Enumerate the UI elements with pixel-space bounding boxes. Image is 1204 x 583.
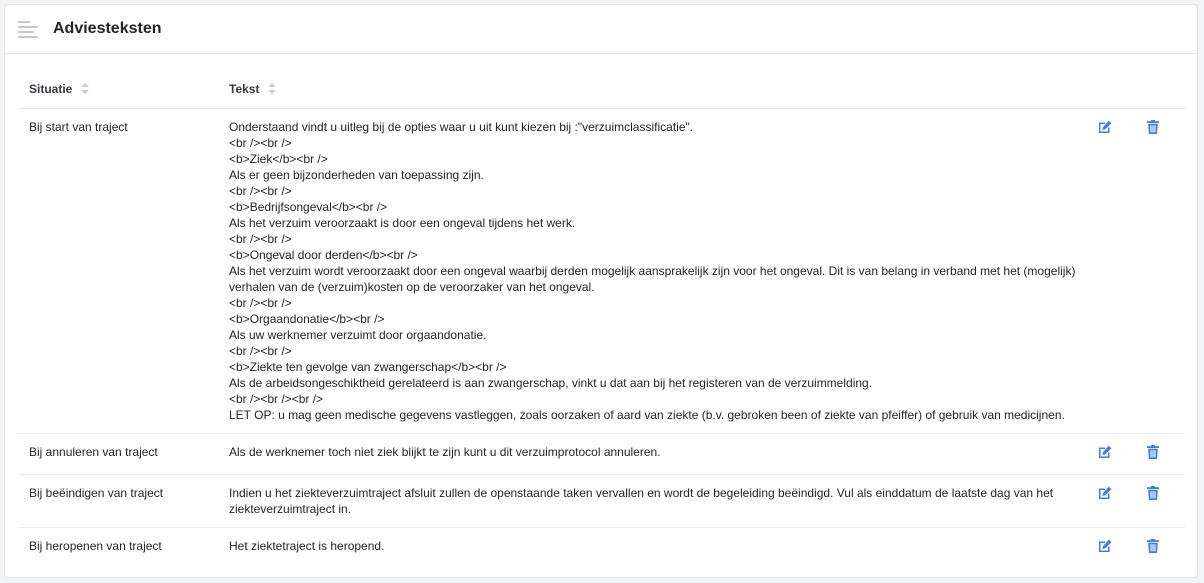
text-line: <b>Ongeval door derden</b><br /> bbox=[229, 247, 418, 262]
tekst-cell bbox=[219, 474, 1087, 527]
text-line: Als de werknemer toch niet ziek blijkt te zijn kunt u dit verzuimprotocol annuleren. bbox=[229, 444, 661, 459]
situatie-label: Bij beëindigen van traject bbox=[29, 485, 164, 500]
tekst-cell bbox=[219, 527, 1087, 568]
sort-icon bbox=[81, 83, 89, 94]
text-line: <b>Orgaandonatie</b><br /> bbox=[229, 311, 385, 326]
situatie-cell bbox=[19, 433, 219, 474]
delete-cell bbox=[1135, 527, 1185, 568]
edit-cell bbox=[1087, 108, 1135, 433]
menu-icon[interactable] bbox=[18, 20, 38, 38]
text-line: Als het verzuim wordt veroorzaakt door een ongeval waarbij derden mogelijk aansprakelijk zijn voor het ongeval. Dit is van belang in verband met het (mogelijk) verhalen van de (verzuim)kosten op de veroorzaker van het ongeval. bbox=[229, 263, 1079, 294]
text-line: Als de arbeidsongeschiktheid gerelateerd is aan zwangerschap, vinkt u dat aan bij het registeren van de verzuimmelding. bbox=[229, 375, 873, 390]
edit-icon[interactable] bbox=[1097, 119, 1113, 135]
text-line: <br /><br /> bbox=[229, 135, 292, 150]
tekst-cell bbox=[219, 433, 1087, 474]
edit-cell bbox=[1087, 474, 1135, 527]
edit-icon[interactable] bbox=[1097, 444, 1113, 460]
text-line: <br /><br /> bbox=[229, 343, 292, 358]
column-header-delete bbox=[1135, 71, 1185, 108]
text-line: LET OP: u mag geen medische gegevens vastleggen, zoals oorzaken of aard van ziekte (b.v. gebroken been of ziekte van pfeiffer) of gebruik van medicijnen. bbox=[229, 407, 1065, 422]
column-header-tekst[interactable]: Tekst bbox=[219, 71, 1087, 108]
text-line: <b>Ziek</b><br /> bbox=[229, 151, 328, 166]
text-line: <br /><br /> bbox=[229, 183, 292, 198]
text-line: Als het verzuim veroorzaakt is door een ongeval tijdens het werk. bbox=[229, 215, 576, 230]
delete-cell bbox=[1135, 433, 1185, 474]
situatie-cell bbox=[19, 108, 219, 433]
situatie-cell bbox=[19, 474, 219, 527]
text-line: Het ziektetraject is heropend. bbox=[229, 538, 385, 553]
page-title: Adviesteksten bbox=[53, 20, 162, 37]
advice-texts-table bbox=[19, 71, 1185, 568]
text-line: Onderstaand vindt u uitleg bij de opties waar u uit kunt kiezen bij :"verzuimclassificatie". bbox=[229, 119, 694, 134]
text-line: Als uw werknemer verzuimt door orgaandonatie. bbox=[229, 327, 487, 342]
edit-cell bbox=[1087, 527, 1135, 568]
table-row bbox=[19, 108, 1185, 433]
situatie-label: Bij start van traject bbox=[29, 119, 128, 134]
text-line: <b>Bedrijfsongeval</b><br /> bbox=[229, 199, 388, 214]
text-line: Als er geen bijzonderheden van toepassing zijn. bbox=[229, 167, 484, 182]
trash-icon[interactable] bbox=[1145, 444, 1161, 460]
situatie-cell bbox=[19, 527, 219, 568]
table-row bbox=[19, 433, 1185, 474]
card-header bbox=[5, 5, 1197, 54]
table-row bbox=[19, 474, 1185, 527]
column-header-situatie[interactable]: Situatie bbox=[19, 71, 219, 108]
advice-texts-card bbox=[4, 4, 1198, 578]
sort-icon bbox=[268, 83, 276, 94]
text-line: <br /><br /> bbox=[229, 231, 292, 246]
trash-icon[interactable] bbox=[1145, 538, 1161, 554]
text-line: <br /><br /> bbox=[229, 295, 292, 310]
edit-cell bbox=[1087, 433, 1135, 474]
trash-icon[interactable] bbox=[1145, 119, 1161, 135]
edit-icon[interactable] bbox=[1097, 485, 1113, 501]
trash-icon[interactable] bbox=[1145, 485, 1161, 501]
tekst-cell bbox=[219, 108, 1087, 433]
table-row bbox=[19, 527, 1185, 568]
text-line: <b>Ziekte ten gevolge van zwangerschap</b><br /> bbox=[229, 359, 507, 374]
edit-icon[interactable] bbox=[1097, 538, 1113, 554]
text-line: <br /><br /><br /> bbox=[229, 391, 324, 406]
delete-cell bbox=[1135, 108, 1185, 433]
situatie-label: Bij annuleren van traject bbox=[29, 444, 158, 459]
text-line: Indien u het ziekteverzuimtraject afsluit zullen de openstaande taken vervallen en wordt de begeleiding beëindigd. Vul als einddatum de laatste dag van het ziekteverzuimtraject in. bbox=[229, 485, 1057, 516]
situatie-label: Bij heropenen van traject bbox=[29, 538, 162, 553]
table-header-row bbox=[19, 71, 1185, 108]
delete-cell bbox=[1135, 474, 1185, 527]
column-header-edit bbox=[1087, 71, 1135, 108]
